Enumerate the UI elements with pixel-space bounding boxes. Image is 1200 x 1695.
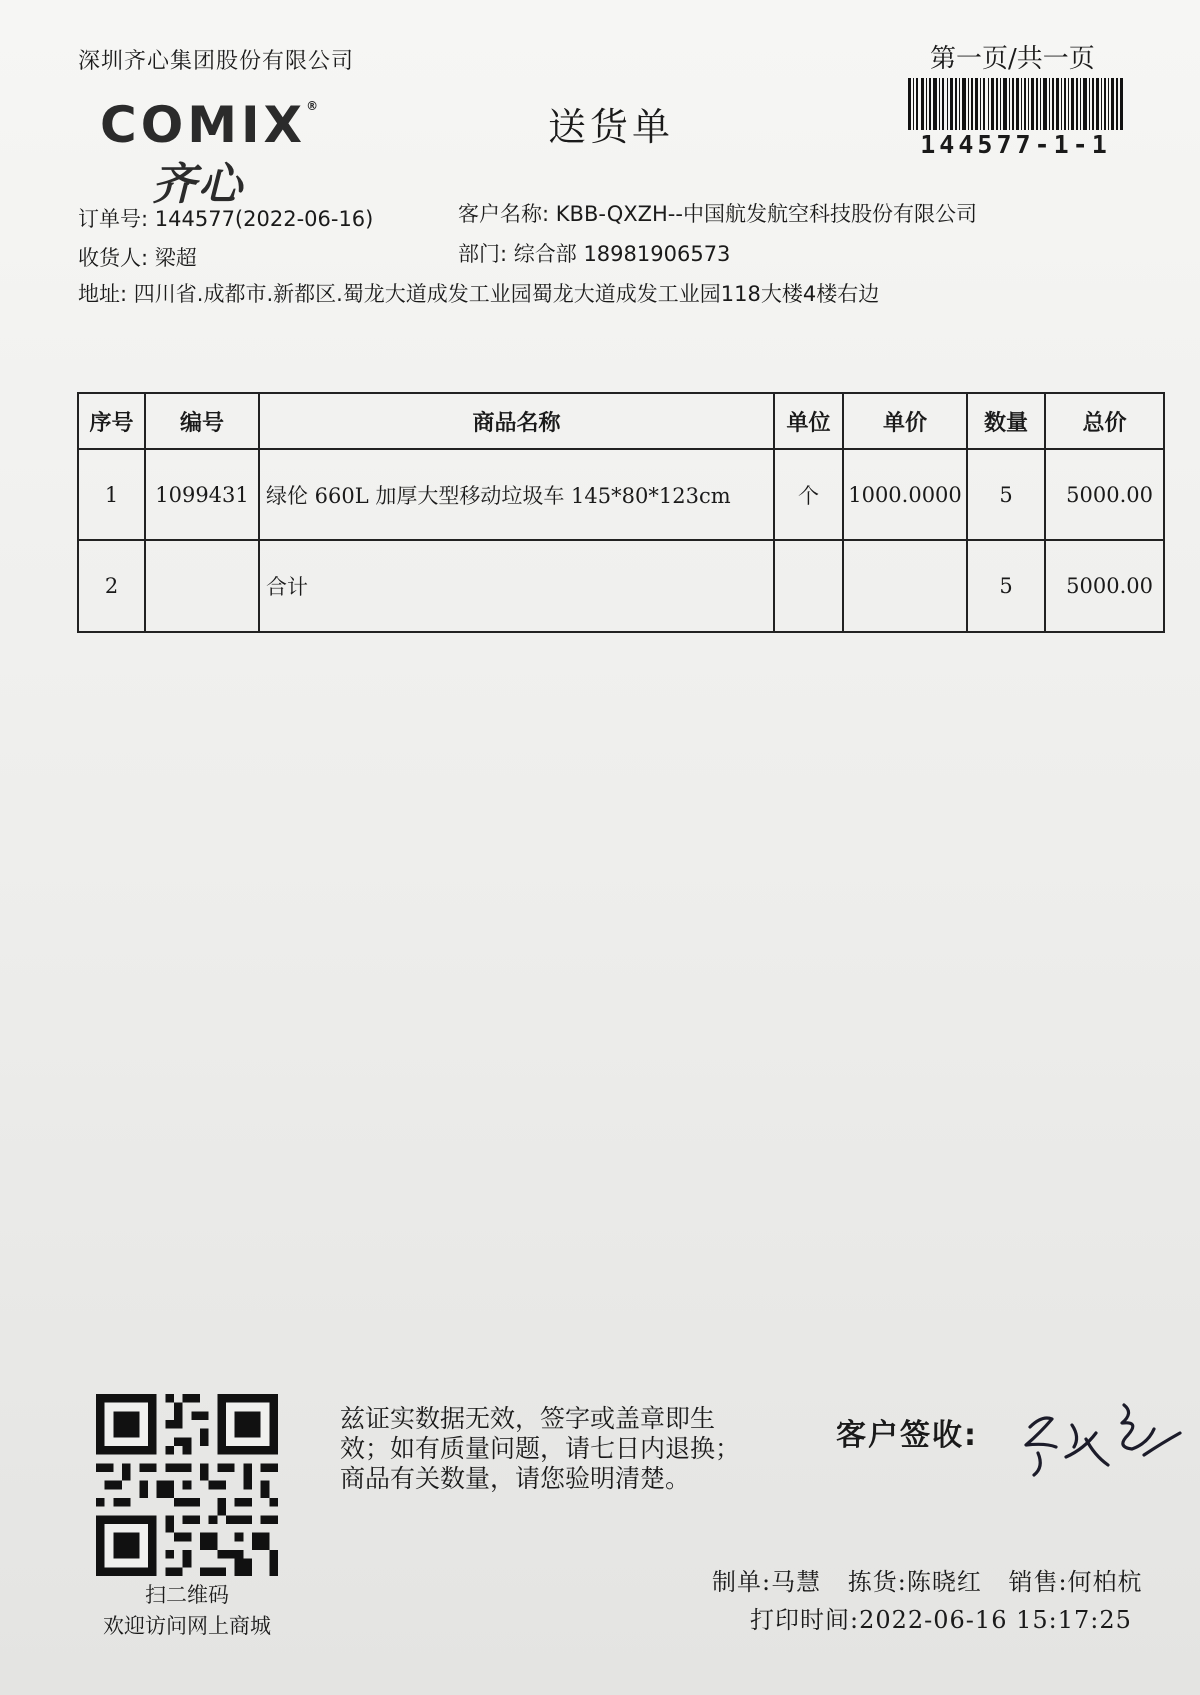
table-row-total [78,540,1164,632]
order-number-value: 144577(2022-06-16) [154,207,374,231]
header-unit: 单位 [774,393,843,449]
cell-total-label: 合计 [259,540,774,632]
header-quantity: 数量 [967,393,1045,449]
table-header-row [78,393,1164,449]
table-row [78,449,1164,540]
logo-en: COMIX® [100,96,323,154]
cell-product-name: 绿伦 660L 加厚大型移动垃圾车 145*80*123cm [259,449,774,540]
cell-unit: 个 [774,449,843,540]
header-index: 序号 [78,393,145,449]
qr-code [96,1394,278,1576]
cell-code [145,540,259,632]
logo-cn: 齐心 [152,159,244,210]
cell-unit [774,540,843,632]
address-field [78,278,879,308]
address-value: 四川省.成都市.新都区.蜀龙大道成发工业园蜀龙大道成发工业园118大楼4楼右边 [133,282,880,306]
cell-total: 5000.00 [1045,540,1164,632]
maker: 制单:马慧 [712,1568,822,1596]
address-label: 地址: [78,282,128,306]
order-number-label: 订单号: [78,207,149,231]
receiver-field [78,242,197,272]
cell-total: 5000.00 [1045,449,1164,540]
header-unit-price: 单价 [843,393,967,449]
header-code: 编号 [145,393,259,449]
company-name: 深圳齐心集团股份有限公司 [78,49,355,74]
cell-index: 2 [78,540,145,632]
cell-unit-price [843,540,967,632]
barcode-number: 144577-1-1 [920,130,1111,159]
receiver-value: 梁超 [154,246,197,270]
cell-index: 1 [78,449,145,540]
staff-line [712,1562,1143,1597]
qr-caption-line-2: 欢迎访问网上商城 [103,1614,271,1638]
qr-caption [76,1580,298,1642]
sales: 销售:何柏杭 [1008,1568,1143,1596]
notice-text: 兹证实数据无效，签字或盖章即生效；如有质量问题，请七日内退换；商品有关数量，请您验明清楚。 [340,1404,741,1493]
comix-logo [100,96,330,210]
cell-code: 1099431 [145,449,259,540]
order-number-field [78,203,373,233]
receiver-label: 收货人: [78,246,149,270]
cell-quantity: 5 [967,540,1045,632]
page-info: 第一页/共一页 [930,44,1095,74]
customer-signature-label: 客户签收: [836,1418,978,1453]
items-table [77,392,1165,633]
cell-quantity: 5 [967,449,1045,540]
barcode [908,78,1123,130]
department-field [458,238,730,268]
picker: 拣货:陈晓红 [847,1568,982,1596]
document-title: 送货单 [548,105,675,149]
customer-name-value: KBB-QXZH--中国航发航空科技股份有限公司 [555,202,977,226]
customer-name-field [458,198,977,228]
print-time: 打印时间:2022-06-16 15:17:25 [750,1606,1132,1634]
cell-unit-price: 1000.0000 [843,449,967,540]
header-total: 总价 [1045,393,1164,449]
department-label: 部门: [458,242,508,266]
handwritten-signature [1012,1385,1182,1485]
department-value: 综合部 18981906573 [513,242,731,266]
customer-name-label: 客户名称: [458,202,550,226]
qr-caption-line-1: 扫二维码 [145,1583,229,1607]
header-product-name: 商品名称 [259,393,774,449]
